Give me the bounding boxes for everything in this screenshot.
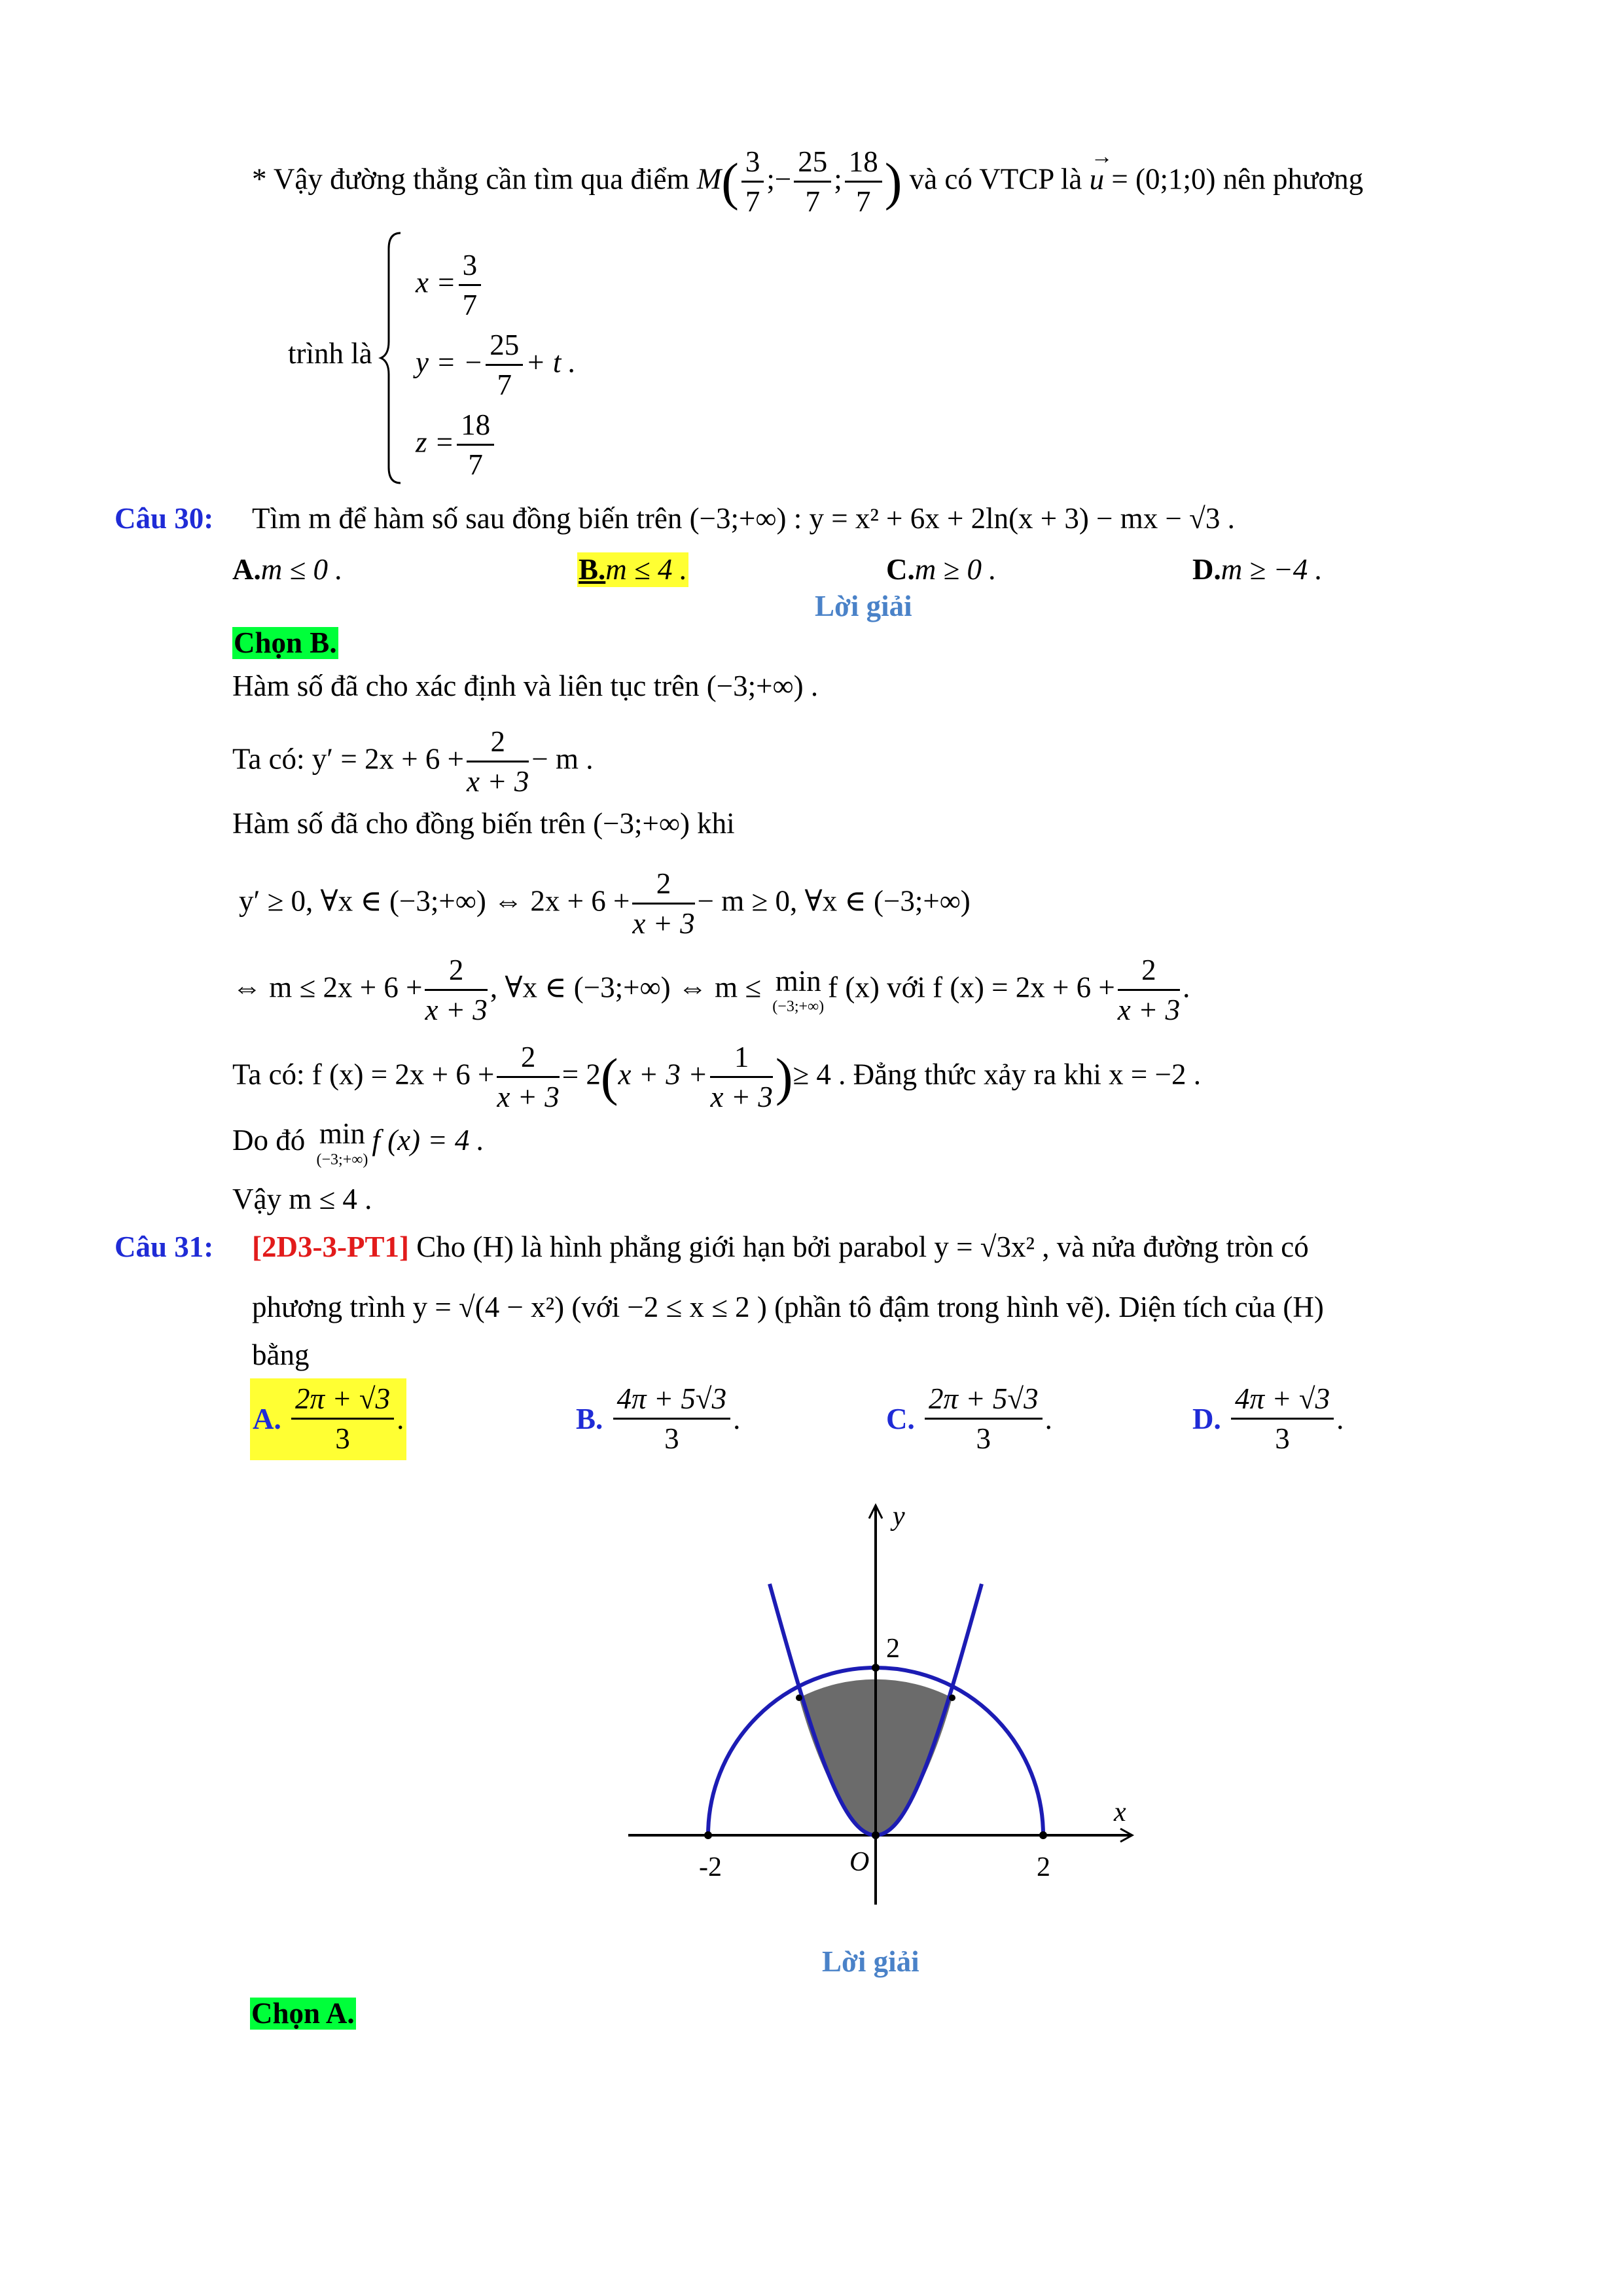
min-word: min	[775, 964, 821, 997]
q30-loi-giai: Lời giải	[815, 590, 912, 622]
q30-line6-frac	[497, 1041, 559, 1115]
point-pos2	[1039, 1831, 1047, 1839]
q30-line8: Vậy m ≤ 4 .	[232, 1183, 372, 1215]
y-top-label: 2	[886, 1634, 900, 1664]
q30-line4-post: − m ≥ 0, ∀x ∈ (−3;+∞)	[697, 884, 971, 918]
q30-line5-min	[772, 965, 824, 1016]
prev-line1-mid: và có VTCP là	[909, 162, 1082, 196]
sys-y-tail: + t .	[526, 346, 576, 379]
sys-x-num: 3	[459, 249, 482, 286]
m-y-den: 7	[805, 185, 821, 218]
point-origin	[872, 1831, 880, 1839]
x-pos-label: 2	[1037, 1852, 1050, 1882]
m-z-num: 18	[845, 145, 882, 183]
q30-option-a-text: m ≤ 0 .	[260, 553, 343, 586]
q30-line6-in: x + 3 +	[618, 1058, 708, 1091]
vector-u-value: = (0;1;0)	[1111, 162, 1216, 196]
point-right-intersect	[949, 1695, 955, 1701]
vector-u: → u	[1089, 144, 1113, 196]
q30-line6: Ta có: f (x) = 2x + 6 + $\frac{2}{x + 3}$ = 2(x + 3 + $\frac{1}{x + 3}$ )≥ 4 . Đẳng thức xảy ra khi x = −2 .	[232, 1041, 1201, 1113]
option-num: 4π + 5√3	[613, 1382, 731, 1420]
m-x-num: 3	[741, 145, 764, 183]
q30-line4-pre: y′ ≥ 0, ∀x ∈ (−3;+∞) ⇔ 2x + 6 +	[239, 884, 630, 918]
q30-line5-frac2	[1118, 954, 1180, 1028]
sys-z-frac	[457, 408, 494, 482]
q30-option-a-key: A.	[232, 553, 261, 586]
q31-option-b-frac	[613, 1382, 731, 1456]
q31-option-a-key: A.	[253, 1402, 281, 1435]
origin-label: O	[849, 1847, 870, 1877]
q30-line5-frac	[425, 954, 487, 1028]
q30-option-d-key: D.	[1192, 553, 1221, 586]
m-x-den: 7	[745, 185, 760, 218]
q30-line5-f: f (x) với f (x) = 2x + 6 +	[828, 971, 1115, 1004]
q30-option-c[interactable]	[886, 555, 996, 584]
system-brace	[378, 230, 404, 486]
q31-header	[115, 1232, 213, 1262]
q30-line2-frac	[467, 725, 529, 799]
q30-stem: Tìm m để hàm số sau đồng biến trên (−3;+∞) : y = x² + 6x + 2ln(x + 3) − mx − √3 .	[252, 502, 1235, 535]
sys-z-num: 18	[457, 408, 494, 446]
point-neg2	[704, 1831, 712, 1839]
frac-num: 2	[632, 867, 694, 905]
x-neg-label: -2	[699, 1852, 722, 1882]
point-left-intersect	[796, 1695, 802, 1701]
min-word: min	[319, 1117, 365, 1150]
q30-line7-pre: Do đó	[232, 1124, 306, 1157]
vector-u-name: u	[1089, 162, 1105, 196]
q30-line5-mid: , ∀x ∈ (−3;+∞) ⇔ m ≤	[490, 971, 762, 1004]
option-num: 2π + 5√3	[925, 1382, 1043, 1420]
q30-option-d-text: m ≥ −4 .	[1221, 553, 1323, 586]
q30-line3: Hàm số đã cho đồng biến trên (−3;+∞) khi	[232, 807, 735, 840]
prev-trinh-la: trình là	[288, 337, 372, 370]
q31-option-c-frac	[925, 1382, 1043, 1456]
sys-x-frac	[459, 249, 482, 323]
frac-num: 2	[497, 1041, 559, 1078]
sys-z-den: 7	[468, 448, 483, 481]
q30-option-c-key: C.	[886, 553, 915, 586]
q30-line5-end: .	[1183, 971, 1190, 1004]
frac-den: x + 3	[710, 1080, 773, 1113]
prev-line1-prefix: * Vậy đường thẳng cần tìm qua điểm	[252, 162, 690, 196]
q31-stem-a: Cho (H) là hình phẳng giới hạn bởi parabol y = √3x² , và nửa đường tròn có	[416, 1230, 1309, 1263]
q31-stem-b: phương trình y = √(4 − x²) (với −2 ≤ x ≤ 2 ) (phần tô đậm trong hình vẽ). Diện tích của (H)	[252, 1291, 1324, 1323]
frac-num: 2	[1118, 954, 1180, 991]
q30-option-c-text: m ≥ 0 .	[914, 553, 997, 586]
q31-option-c-key: C.	[886, 1402, 915, 1435]
q30-line6-post: ≥ 4 . Đẳng thức xảy ra khi x = −2 .	[793, 1058, 1201, 1091]
option-num: 4π + √3	[1231, 1382, 1334, 1420]
q31-option-a-frac	[291, 1382, 394, 1456]
q31-stem-a-row	[252, 1232, 1309, 1262]
q30-line7-post: f (x) = 4 .	[372, 1124, 484, 1157]
q31-tag: [2D3-3-PT1]	[252, 1230, 409, 1263]
q31-stem-c: bằng	[252, 1338, 310, 1371]
q30-option-d[interactable]	[1192, 555, 1323, 584]
frac-den: x + 3	[497, 1080, 560, 1113]
sys-x-lhs: x =	[416, 266, 456, 299]
q30-line6-pre: Ta có: f (x) = 2x + 6 +	[232, 1058, 495, 1091]
sys-y-den: 7	[497, 368, 512, 401]
m-z-frac	[845, 145, 882, 219]
sys-y-row	[416, 329, 576, 403]
q30-line4	[239, 867, 971, 941]
sys-z-lhs: z =	[416, 425, 455, 459]
frac-num: 1	[710, 1041, 772, 1078]
q31-option-d-frac	[1231, 1382, 1334, 1456]
sys-z-row	[416, 408, 497, 482]
m-y-num: 25	[794, 145, 831, 183]
sys-x-den: 7	[462, 288, 478, 321]
q30-line2	[232, 725, 594, 799]
min-subscript: (−3;+∞)	[772, 998, 825, 1016]
option-den: 3	[664, 1422, 679, 1455]
q30-header	[115, 504, 213, 533]
q30-line1: Hàm số đã cho xác định và liên tục trên (−3;+∞) .	[232, 670, 819, 702]
option-num: 2π + √3	[291, 1382, 394, 1420]
m-y-frac	[794, 145, 831, 219]
option-den: 3	[976, 1422, 991, 1455]
frac-den: x + 3	[425, 993, 488, 1026]
q30-line4-frac	[632, 867, 694, 941]
q31-option-d[interactable]: D. $\frac{4\pi + √3}{3}$ .	[1192, 1382, 1344, 1455]
sys-y-num: 25	[486, 329, 523, 366]
q30-option-a[interactable]	[232, 555, 342, 584]
q31-option-c[interactable]: C. $\frac{2\pi + 5√3}{3}$ .	[886, 1382, 1052, 1455]
q30-option-b-key: B.	[579, 553, 606, 586]
sys-y-lhs: y = −	[416, 346, 484, 379]
prev-line1-suffix: nên phương	[1222, 162, 1364, 196]
frac-num: 2	[467, 725, 529, 762]
x-axis-label: x	[1114, 1797, 1126, 1827]
q30-line5	[232, 954, 1190, 1028]
q30-chon: Chọn B.	[234, 626, 337, 659]
y-axis-label: y	[893, 1501, 905, 1532]
m-x-frac	[741, 145, 764, 219]
q30-option-b-text: m ≤ 4 .	[605, 553, 687, 586]
q31-option-a[interactable]: A. $\frac{2\pi + √3}{3}$ .	[250, 1378, 406, 1460]
frac-den: x + 3	[1117, 993, 1181, 1026]
q31-loi-giai: Lời giải	[822, 1945, 919, 1978]
option-den: 3	[1275, 1422, 1290, 1455]
m-z-den: 7	[856, 185, 871, 218]
q30-line7	[232, 1117, 484, 1169]
frac-num: 2	[425, 954, 487, 991]
min-subscript: (−3;+∞)	[316, 1151, 368, 1168]
q31-option-b-key: B.	[576, 1402, 603, 1435]
sys-y-frac	[486, 329, 523, 403]
q30-option-b[interactable]	[577, 552, 688, 587]
sys-x-row	[416, 249, 484, 323]
q31-chon: Chọn A.	[251, 1997, 355, 2030]
point-y2	[872, 1664, 880, 1672]
q31-label: Câu 31:	[115, 1230, 214, 1263]
q30-line6-frac2	[710, 1041, 772, 1115]
q30-line6-mid: = 2	[562, 1058, 601, 1091]
q30-line7-min	[317, 1117, 368, 1169]
option-den: 3	[335, 1422, 350, 1455]
q31-graph	[615, 1486, 1152, 1937]
frac-den: x + 3	[467, 764, 529, 798]
q30-label: Câu 30:	[115, 502, 214, 535]
frac-den: x + 3	[632, 906, 695, 940]
q31-option-b[interactable]: B. $\frac{4\pi + 5√3}{3}$ .	[576, 1382, 741, 1455]
q31-option-d-key: D.	[1192, 1402, 1221, 1435]
q30-line5-pre: ⇔ m ≤ 2x + 6 +	[232, 971, 423, 1004]
q30-line2-post: − m .	[531, 742, 594, 776]
point-name: M	[696, 162, 722, 196]
q30-line2-pre: Ta có: y′ = 2x + 6 +	[232, 742, 465, 776]
prev-line1: * Vậy đường thẳng cần tìm qua điểm M( $\frac{3}{7}$ ;− $\frac{25}{7}$ ; $\frac{18}{7}$ ) và có VTCP là → u = (0;1;0) nên phương	[252, 144, 1364, 218]
